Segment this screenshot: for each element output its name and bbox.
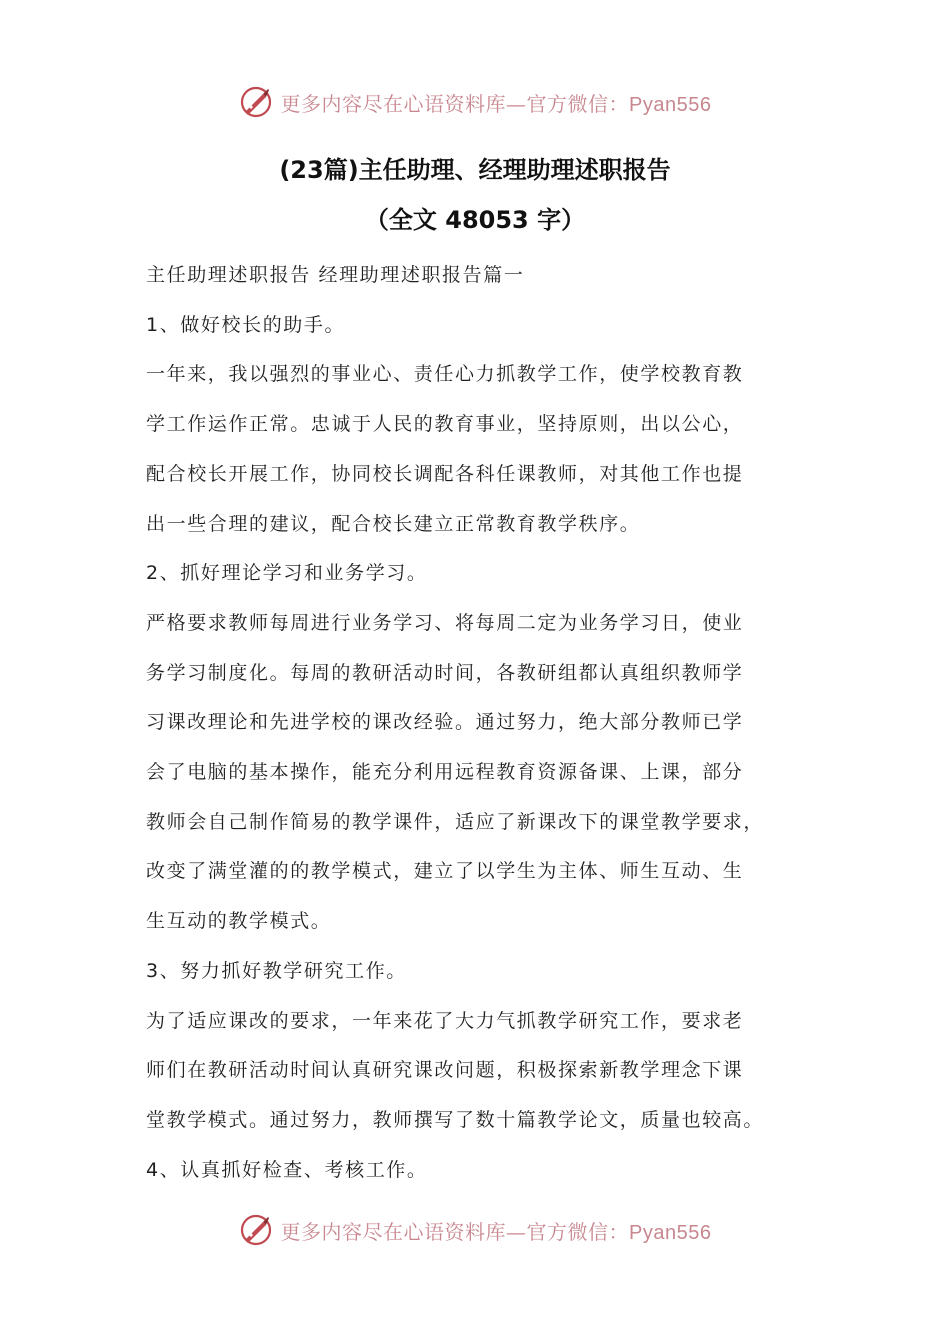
body-line: 习课改理论和先进学校的课改经验。通过努力，绝大部分教师已学 [146, 711, 744, 734]
document-body [146, 251, 811, 1195]
quill-pen-circle-icon [239, 1213, 273, 1247]
body-line: 师们在教研活动时间认真研究课改问题，积极探索新教学理念下课 [146, 1059, 744, 1082]
quill-pen-circle-icon [239, 85, 273, 119]
body-line: 会了电脑的基本操作，能充分利用远程教育资源备课、上课，部分 [146, 761, 744, 784]
body-line: 配合校长开展工作，协同校长调配各科任课教师，对其他工作也提 [146, 462, 744, 485]
document-subtitle: （全文 48053 字） [364, 206, 586, 234]
footer-watermark-banner [0, 1210, 950, 1250]
section-heading: 主任助理述职报告 经理助理述职报告篇一 [146, 264, 525, 286]
body-line: 改变了满堂灌的的教学模式，建立了以学生为主体、师生互动、生 [146, 860, 744, 883]
banner-text: 更多内容尽在心语资料库—官方微信：Pyan556 [280, 91, 712, 116]
banner-text: 更多内容尽在心语资料库—官方微信：Pyan556 [280, 1219, 712, 1244]
item-heading: 3、努力抓好教学研究工作。 [146, 959, 407, 982]
wechat-handle: Pyan556 [629, 1221, 712, 1244]
document-title: (23篇)主任助理、经理助理述职报告 [279, 156, 671, 184]
item-heading: 4、认真抓好检查、考核工作。 [146, 1158, 428, 1181]
body-line: 出一些合理的建议，配合校长建立正常教育教学秩序。 [146, 512, 641, 535]
item-heading: 2、抓好理论学习和业务学习。 [146, 562, 428, 585]
wechat-handle: Pyan556 [629, 93, 712, 116]
body-line: 教师会自己制作简易的教学课件，适应了新课改下的课堂教学要求， [146, 810, 765, 833]
header-watermark-banner [0, 82, 950, 122]
body-line: 一年来，我以强烈的事业心、责任心力抓教学工作，使学校教育教 [146, 363, 744, 386]
body-line: 严格要求教师每周进行业务学习、将每周二定为业务学习日，使业 [146, 611, 744, 634]
body-line: 为了适应课改的要求，一年来花了大力气抓教学研究工作，要求老 [146, 1009, 744, 1032]
body-line: 堂教学模式。通过努力，教师撰写了数十篇教学论文，质量也较高。 [146, 1108, 765, 1131]
body-line: 务学习制度化。每周的教研活动时间，各教研组都认真组织教师学 [146, 661, 744, 684]
item-heading: 1、做好校长的助手。 [146, 313, 346, 336]
body-line: 学工作运作正常。忠诚于人民的教育事业，坚持原则，出以公心， [146, 413, 744, 436]
body-line: 生互动的教学模式。 [146, 910, 332, 933]
